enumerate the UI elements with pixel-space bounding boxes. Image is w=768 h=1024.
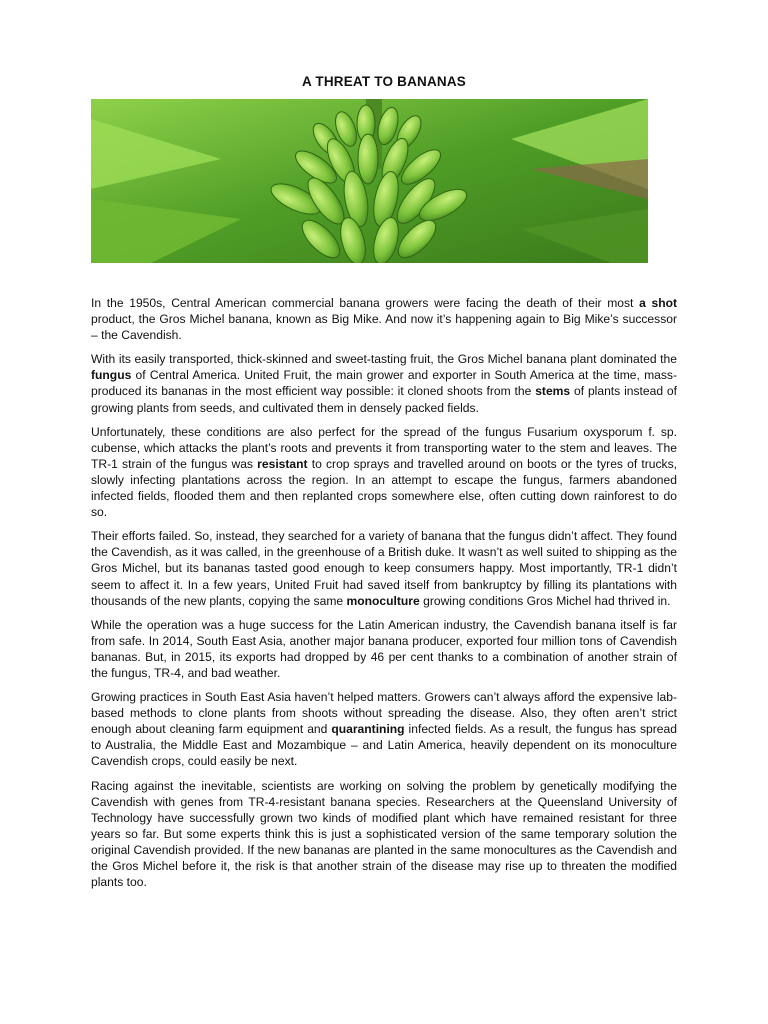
bold-term: monoculture — [346, 593, 420, 608]
text-run: Racing against the inevitable, scientists are working on solving the problem by genetically modifying the Cavendish with genes from TR-4-resistant banana species. Researchers at the Queensland University of Technology have successfully grown two kinds of modified plant which have remained resistant for three years so far. But some experts think this is just a sophisticated version of the same temporary solution the original Cavendish provided. If the new bananas are planted in the same monocultures as the Cavendish and the Gros Michel before it, the risk is that another strain of the disease may rise up to threaten the modified plants too. — [91, 778, 677, 890]
bold-term: a shot — [639, 296, 677, 310]
text-run: While the operation was a huge success for the Latin American industry, the Cavendish banana itself is far from safe. In 2014, South East Asia, another major banana producer, exported four million tons of Cavendish bananas. But, in 2015, its exports had dropped by 46 per cent thanks to a combination of another strain of the fungus, TR-4, and bad weather. — [91, 617, 677, 680]
text-run: of plants instead of growing plants from seeds, and cultivated them in densely packed fields. — [91, 384, 677, 415]
text-run: Their efforts failed. So, instead, they searched for a variety of banana that the fungus didn’t affect. They found the Cavendish, as it was called, in the greenhouse of a British duke. It wasn’t as well suited to shipping as the Gros Michel, but its bananas tasted good enough to keep consumers happy. Most importantly, TR-1 didn’t seem to affect it. In a few years, United Fruit had saved itself from bankruptcy by filling its plantations with thousands of the new plants, copying the same — [91, 529, 677, 608]
document-title: A THREAT TO BANANAS — [301, 74, 467, 89]
paragraph — [91, 295, 677, 343]
banana-bunch-photo — [91, 99, 648, 263]
text-run: In the 1950s, Central American commercial banana growers were facing the death of their most — [91, 296, 640, 310]
article-body — [91, 295, 677, 898]
text-run: of Central America. United Fruit, the main grower and exporter in South America at the time, mass-produced its bananas in the most efficient way possible: it cloned shoots from the — [91, 368, 677, 399]
text-run: With its easily transported, thick-skinned and sweet-tasting fruit, the Gros Michel banana plant dominated the — [91, 352, 677, 367]
paragraph — [91, 351, 677, 415]
text-run: growing conditions Gros Michel had thrived in. — [419, 593, 671, 608]
bold-term: resistant — [257, 456, 308, 471]
bold-term: stems — [535, 384, 571, 399]
text-run: to crop sprays and travelled around on boots or the tyres of trucks, slowly infecting plantations across the region. In an attempt to escape the fungus, farmers abandoned infected fields, flooded them and then replanted crops somewhere else, often cutting down rainforest to do so. — [91, 456, 678, 520]
paragraph — [91, 778, 677, 891]
text-run: infected fields. As a result, the fungus has spread to Australia, the Middle East and Mozambique – and Latin America, heavily dependent on its monoculture Cavendish crops, could easily be next. — [91, 722, 677, 769]
text-run: Unfortunately, these conditions are also perfect for the spread of the fungus Fusarium oxysporum f. sp. cubense, which attacks the plant’s roots and prevents it from transporting water to the stem and leaves. The TR-1 strain of the fungus was — [91, 424, 677, 471]
paragraph — [91, 617, 677, 681]
paragraph — [91, 689, 677, 769]
paragraph — [91, 528, 677, 608]
text-run: Growing practices in South East Asia haven’t helped matters. Growers can’t always afford the expensive lab-based methods to clone plants from shoots without spreading the disease. Also, they often aren’t strict enough about cleaning farm equipment and — [91, 690, 677, 737]
text-run: product, the Gros Michel banana, known as Big Mike. And now it’s happening again to Big Mike’s successor – the Cavendish. — [91, 312, 677, 343]
bold-term: fungus — [91, 368, 132, 383]
paragraph — [91, 424, 677, 521]
bold-term: quarantining — [331, 722, 405, 737]
